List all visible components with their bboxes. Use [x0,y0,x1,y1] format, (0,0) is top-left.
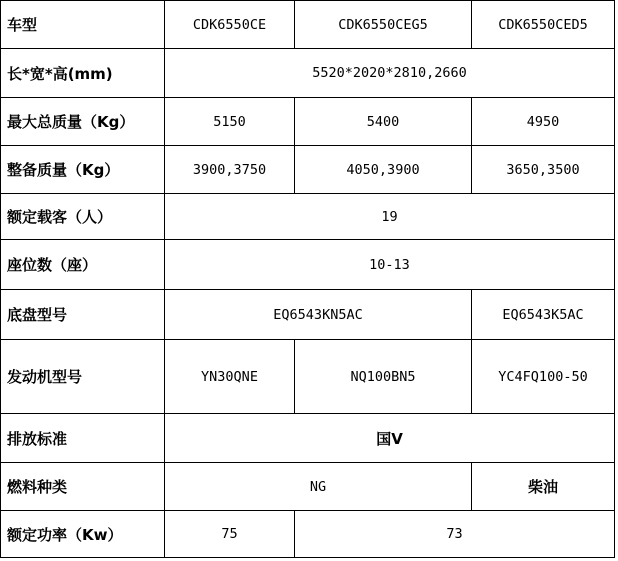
row-chassis-model [1,290,615,340]
row-rated-passengers [1,194,615,240]
label-fuel-type: 燃料种类 [1,463,165,511]
row-curb-mass [1,146,615,194]
curb-mass-3: 3650,3500 [472,146,615,194]
emission-standard-value: 国Ⅴ [165,414,615,463]
rated-power-1: 75 [165,511,295,558]
row-emission-standard [1,414,615,463]
label-curb-mass: 整备质量（Kg） [1,146,165,194]
model-cdk6550ced5: CDK6550CED5 [472,1,615,49]
rated-power-shared: 73 [295,511,615,558]
max-total-mass-1: 5150 [165,98,295,146]
label-engine-model: 发动机型号 [1,340,165,414]
engine-model-1: YN30QNE [165,340,295,414]
model-cdk6550ceg5: CDK6550CEG5 [295,1,472,49]
curb-mass-1: 3900,3750 [165,146,295,194]
label-max-total-mass: 最大总质量（Kg） [1,98,165,146]
model-cdk6550ce: CDK6550CE [165,1,295,49]
label-seats: 座位数（座） [1,240,165,290]
label-dimensions: 长*宽*高(mm) [1,49,165,98]
label-model: 车型 [1,1,165,49]
max-total-mass-3: 4950 [472,98,615,146]
fuel-type-3: 柴油 [472,463,615,511]
dimensions-value: 5520*2020*2810,2660 [165,49,615,98]
fuel-type-shared: NG [165,463,472,511]
rated-passengers-value: 19 [165,194,615,240]
row-engine-model [1,340,615,414]
label-rated-passengers: 额定载客（人） [1,194,165,240]
row-rated-power [1,511,615,558]
chassis-model-shared: EQ6543KN5AC [165,290,472,340]
engine-model-2: NQ100BN5 [295,340,472,414]
curb-mass-2: 4050,3900 [295,146,472,194]
row-fuel-type [1,463,615,511]
label-emission-standard: 排放标准 [1,414,165,463]
label-rated-power: 额定功率（Kw） [1,511,165,558]
row-model [1,1,615,49]
engine-model-3: YC4FQ100-50 [472,340,615,414]
row-max-total-mass [1,98,615,146]
seats-value: 10-13 [165,240,615,290]
chassis-model-3: EQ6543K5AC [472,290,615,340]
max-total-mass-2: 5400 [295,98,472,146]
row-seats [1,240,615,290]
row-dimensions [1,49,615,98]
label-chassis-model: 底盘型号 [1,290,165,340]
